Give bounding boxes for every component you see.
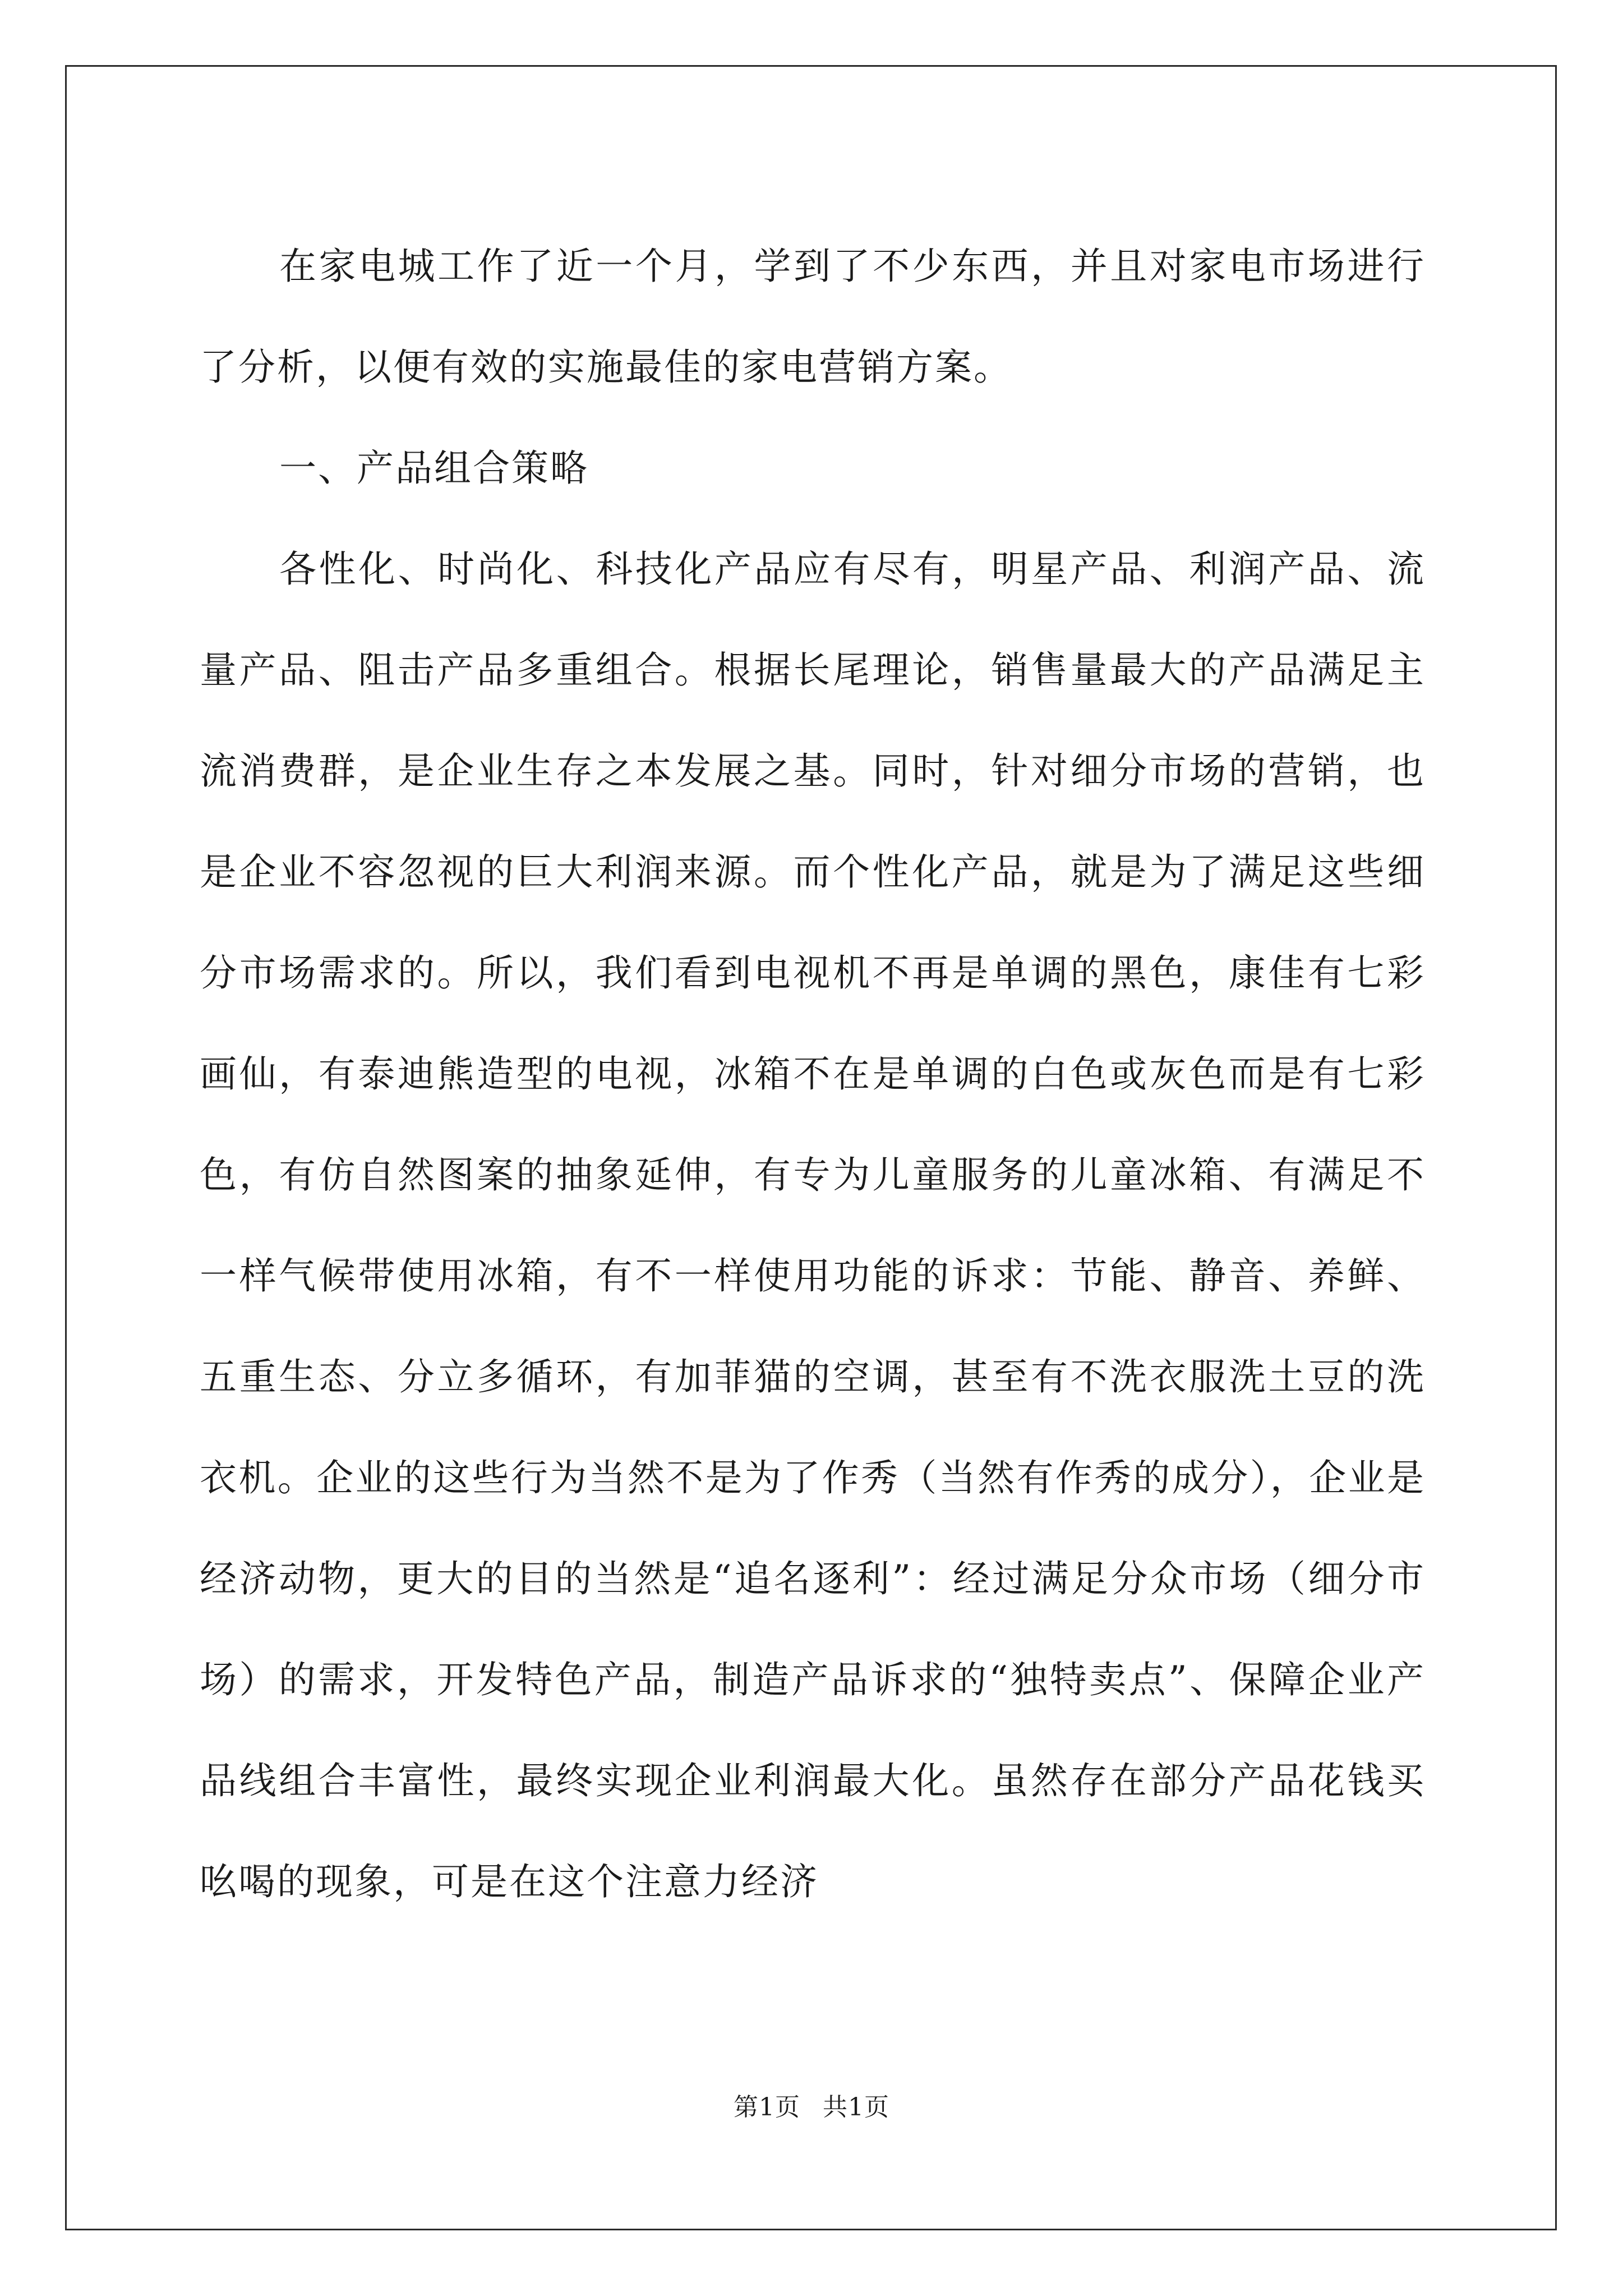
document-body: [200, 216, 1426, 1932]
page-total: 共1页: [823, 2093, 889, 2122]
body-paragraph: 各性化、时尚化、科技化产品应有尽有，明星产品、利润产品、流量产品、阻击产品多重组合。根据长尾理论，销售量最大的产品满足主流消费群，是企业生存之本发展之基。同时，针对细分市场的营销，也是企业不容忽视的巨大利润来源。而个性化产品，就是为了满足这些细分市场需求的。所以，我们看到电视机不再是单调的黑色，康佳有七彩画仙，有泰迪熊造型的电视，冰箱不在是单调的白色或灰色而是有七彩色，有仿自然图案的抽象延伸，有专为儿童服务的儿童冰箱、有满足不一样气候带使用冰箱，有不一样使用功能的诉求：节能、静音、养鲜、五重生态、分立多循环，有加菲猫的空调，甚至有不洗衣服洗土豆的洗衣机。企业的这些行为当然不是为了作秀（当然有作秀的成分），企业是经济动物，更大的目的当然是“追名逐利”：经过满足分众市场（细分市场）的需求，开发特色产品，制造产品诉求的“独特卖点”、保障企业产品线组合丰富性，最终实现企业利润最大化。虽然存在部分产品花钱买吆喝的现象，可是在这个注意力经济: [200, 547, 1426, 1903]
intro-paragraph: 在家电城工作了近一个月，学到了不少东西，并且对家电市场进行了分析，以便有效的实施最佳的家电营销方案。: [200, 245, 1426, 389]
page-number: 第1页: [734, 2093, 800, 2122]
page-footer: [0, 2087, 1623, 2123]
section-heading: 一、产品组合策略: [279, 447, 589, 490]
